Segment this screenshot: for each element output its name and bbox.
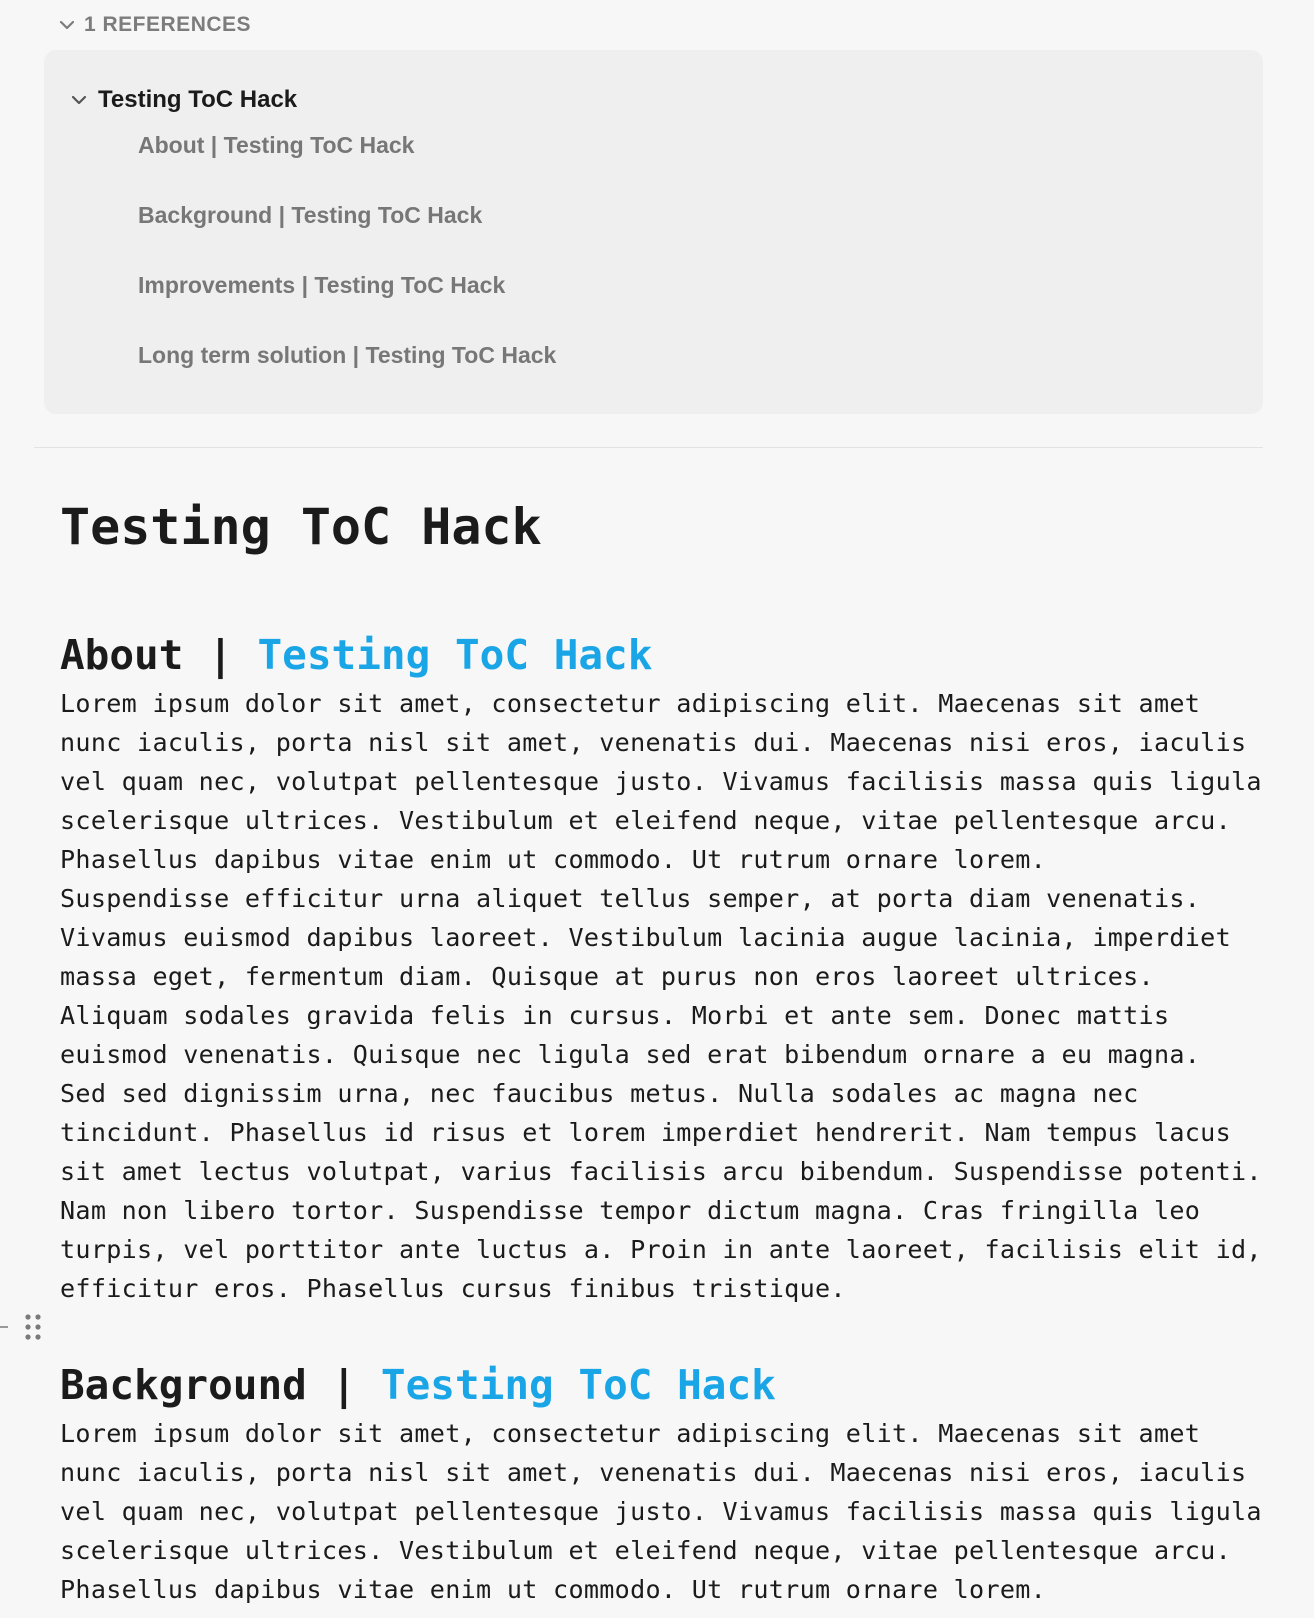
paragraph-line: Vivamus euismod dapibus laoreet. Vestibulum lacinia augue lacinia, imperdiet — [60, 923, 1231, 952]
document — [60, 490, 1280, 1604]
paragraph-line: Suspendisse efficitur urna aliquet tellus semper, at porta diam venenatis. — [60, 884, 1201, 913]
section-background — [60, 1356, 1280, 1609]
block-drag-handle[interactable] — [0, 1312, 44, 1342]
references-toggle[interactable] — [56, 10, 251, 40]
paragraph-line: turpis, vel porttitor ante luctus a. Proin in ante laoreet, facilisis elit id, — [60, 1235, 1262, 1264]
reference-entry-toggle[interactable] — [68, 80, 297, 120]
paragraph-line: Aliquam sodales gravida felis in cursus. Morbi et ante sem. Donec mattis — [60, 1001, 1170, 1030]
section-paragraph — [60, 1414, 1280, 1609]
page-title: Testing ToC Hack — [60, 498, 542, 556]
drag-handle-icon — [0, 1312, 44, 1342]
section-heading-separator: | — [331, 1361, 357, 1409]
paragraph-line: Phasellus dapibus vitae enim ut commodo. Ut rutrum ornare lorem. — [60, 1575, 1047, 1604]
paragraph-line: Lorem ipsum dolor sit amet, consectetur adipiscing elit. Maecenas sit amet — [60, 689, 1201, 718]
section-paragraph — [60, 684, 1280, 1308]
section-heading-title: About — [60, 631, 184, 679]
paragraph-line: tincidunt. Phasellus id risus et lorem imperdiet hendrerit. Nam tempus lacus — [60, 1118, 1231, 1147]
paragraph-line: Nam non libero tortor. Suspendisse tempor dictum magna. Cras fringilla leo — [60, 1196, 1201, 1225]
section-heading — [60, 626, 1280, 684]
chevron-down-icon — [56, 14, 78, 36]
paragraph-line: vel quam nec, volutpat pellentesque justo. Vivamus facilisis massa quis ligula — [60, 1497, 1262, 1526]
section-heading-title: Background — [60, 1361, 307, 1409]
reference-link-improvements[interactable]: Improvements | Testing ToC Hack — [138, 272, 506, 298]
paragraph-line: efficitur eros. Phasellus cursus finibus tristique. — [60, 1274, 846, 1303]
paragraph-line: sit amet lectus volutpat, varius facilisis arcu bibendum. Suspendisse potenti. — [60, 1157, 1262, 1186]
paragraph-line: Phasellus dapibus vitae enim ut commodo. Ut rutrum ornare lorem. — [60, 845, 1047, 874]
paragraph-line: Lorem ipsum dolor sit amet, consectetur adipiscing elit. Maecenas sit amet — [60, 1419, 1201, 1448]
paragraph-line: vel quam nec, volutpat pellentesque justo. Vivamus facilisis massa quis ligula — [60, 767, 1262, 796]
paragraph-line: Sed sed dignissim urna, nec faucibus metus. Nulla sodales ac magna nec — [60, 1079, 1139, 1108]
paragraph-line: nunc iaculis, porta nisl sit amet, venenatis dui. Maecenas nisi eros, iaculis — [60, 1458, 1247, 1487]
reference-link-background[interactable]: Background | Testing ToC Hack — [138, 202, 483, 228]
reference-link-about[interactable]: About | Testing ToC Hack — [138, 132, 415, 158]
reference-link-long-term-solution[interactable]: Long term solution | Testing ToC Hack — [138, 342, 557, 368]
chevron-down-icon — [68, 89, 90, 111]
divider — [34, 447, 1263, 448]
reference-links-list — [138, 128, 556, 408]
section-heading — [60, 1356, 1280, 1414]
section-about — [60, 626, 1280, 1308]
section-heading-separator: | — [208, 631, 233, 679]
paragraph-line: scelerisque ultrices. Vestibulum et eleifend neque, vitae pellentesque arcu. — [60, 1536, 1231, 1565]
references-count-label: 1 REFERENCES — [84, 13, 252, 36]
section-heading-link[interactable]: Testing ToC Hack — [380, 1361, 776, 1409]
paragraph-line: massa eget, fermentum diam. Quisque at purus non eros laoreet ultrices. — [60, 962, 1154, 991]
paragraph-line: scelerisque ultrices. Vestibulum et eleifend neque, vitae pellentesque arcu. — [60, 806, 1231, 835]
section-heading-link[interactable]: Testing ToC Hack — [257, 631, 653, 679]
reference-entry-title: Testing ToC Hack — [98, 86, 298, 113]
references-panel — [44, 50, 1263, 414]
paragraph-line: euismod venenatis. Quisque nec ligula sed erat bibendum ornare a eu magna. — [60, 1040, 1201, 1069]
paragraph-line: nunc iaculis, porta nisl sit amet, venenatis dui. Maecenas nisi eros, iaculis — [60, 728, 1247, 757]
